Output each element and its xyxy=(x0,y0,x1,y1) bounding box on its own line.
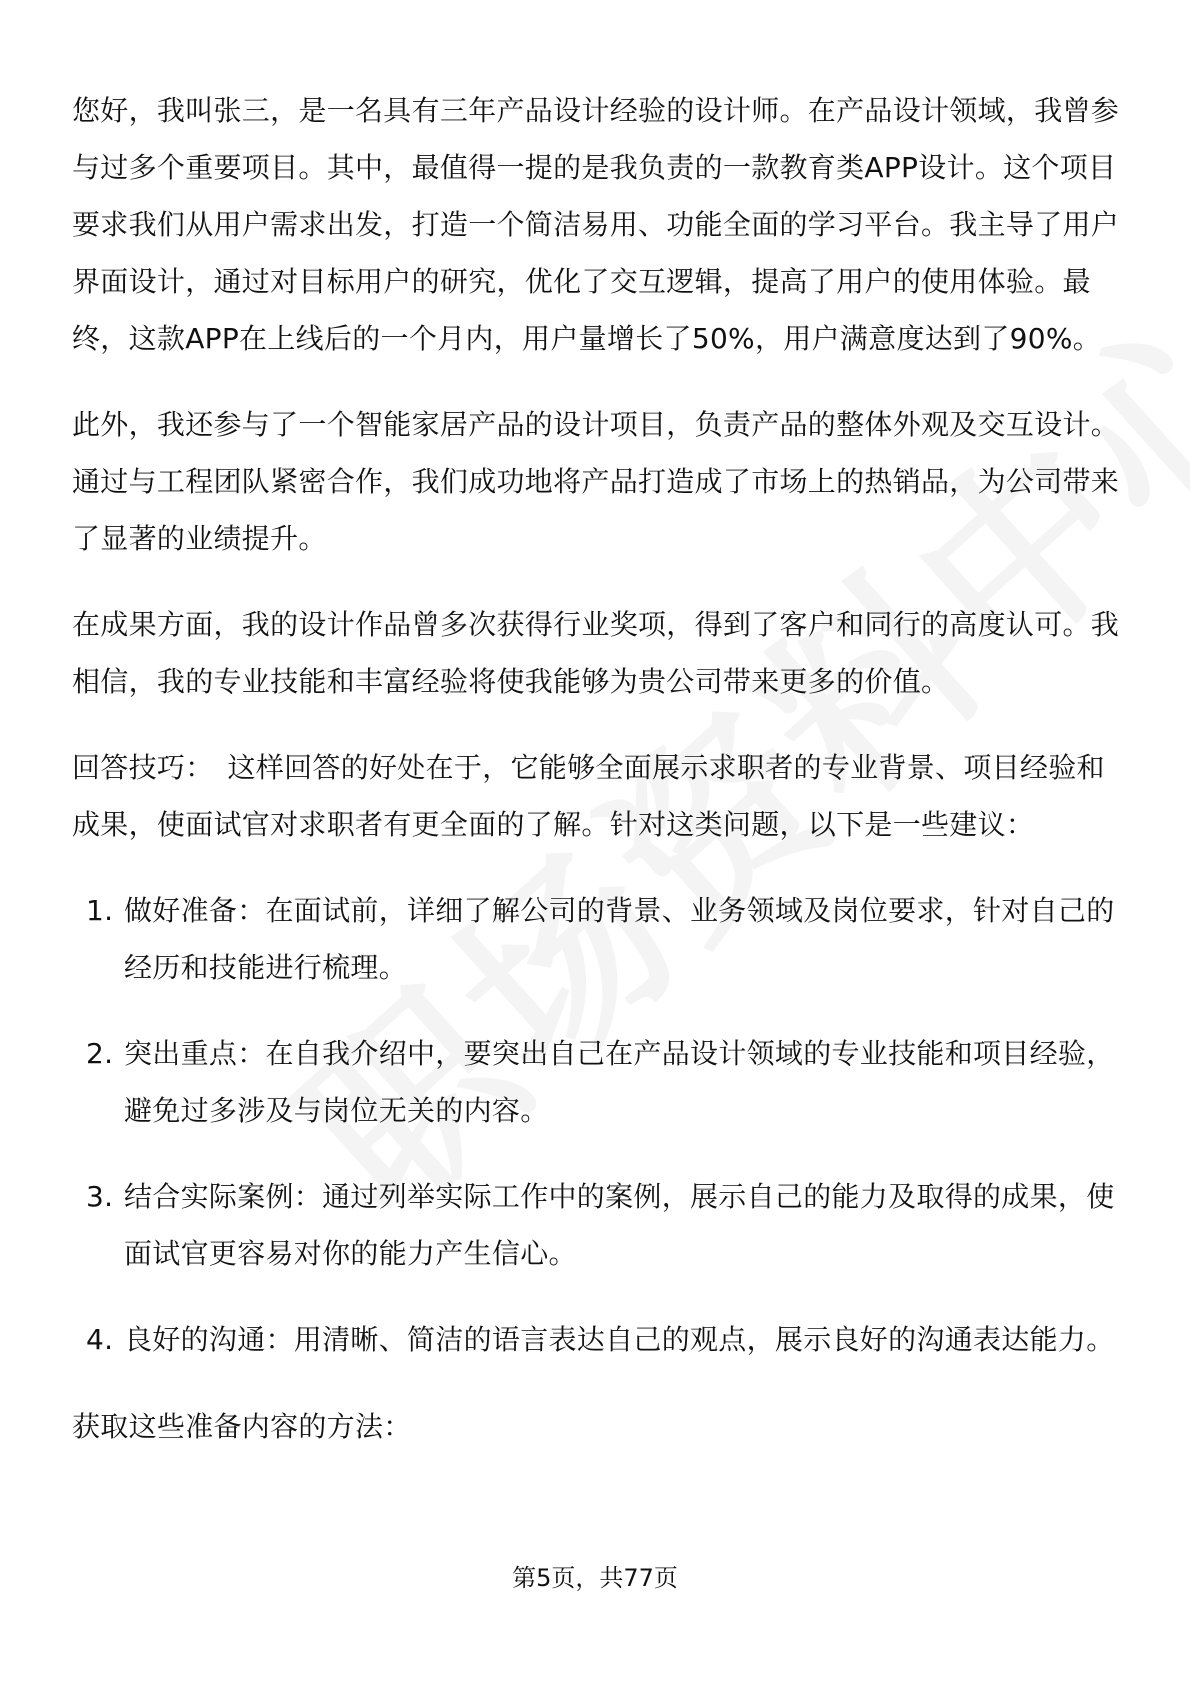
advice-list xyxy=(72,882,1122,1368)
paragraph-tips xyxy=(72,739,1122,853)
page-footer: 第5页，共77页 xyxy=(512,1564,678,1592)
list-item xyxy=(72,1168,1122,1282)
list-item-number: 2. xyxy=(86,1037,114,1070)
list-item xyxy=(72,1025,1122,1139)
list-item-text: 良好的沟通：用清晰、简洁的语言表达自己的观点，展示良好的沟通表达能力。 xyxy=(124,1323,1115,1356)
list-item-number: 3. xyxy=(86,1180,114,1213)
paragraph-intro: 您好，我叫张三，是一名具有三年产品设计经验的设计师。在产品设计领域，我曾参与过多个重要项目。其中，最值得一提的是我负责的一款教育类APP设计。这个项目要求我们从用户需求出发，打造一个简洁易用、功能全面的学习平台。我主导了用户界面设计，通过对目标用户的研究，优化了交互逻辑，提高了用户的使用体验。最终，这款APP在上线后的一个月内，用户量增长了50%，用户满意度达到了90%。 xyxy=(72,94,1120,355)
list-item-number: 4. xyxy=(86,1323,114,1356)
list-item-text: 结合实际案例：通过列举实际工作中的案例，展示自己的能力及取得的成果，使面试官更容易对你的能力产生信心。 xyxy=(124,1180,1115,1270)
list-item-text: 突出重点：在自我介绍中，要突出自己在产品设计领域的专业技能和项目经验，避免过多涉及与岗位无关的内容。 xyxy=(124,1037,1115,1127)
document-body xyxy=(72,82,1122,1484)
paragraph-smart-home: 此外，我还参与了一个智能家居产品的设计项目，负责产品的整体外观及交互设计。通过与工程团队紧密合作，我们成功地将产品打造成了市场上的热销品，为公司带来了显著的业绩提升。 xyxy=(72,408,1120,555)
list-item xyxy=(72,882,1122,996)
paragraph-closing: 获取这些准备内容的方法： xyxy=(72,1410,412,1443)
tips-text: 这样回答的好处在于，它能够全面展示求职者的专业背景、项目经验和成果，使面试官对求职者有更全面的了解。针对这类问题，以下是一些建议： xyxy=(72,751,1105,841)
list-item-number: 1. xyxy=(86,894,114,927)
list-item xyxy=(72,1311,1122,1368)
list-item-text: 做好准备：在面试前，详细了解公司的背景、业务领域及岗位要求，针对自己的经历和技能进行梳理。 xyxy=(124,894,1115,984)
tips-label: 回答技巧： xyxy=(72,751,214,784)
paragraph-achievements: 在成果方面，我的设计作品曾多次获得行业奖项，得到了客户和同行的高度认可。我相信，我的专业技能和丰富经验将使我能够为贵公司带来更多的价值。 xyxy=(72,608,1120,698)
